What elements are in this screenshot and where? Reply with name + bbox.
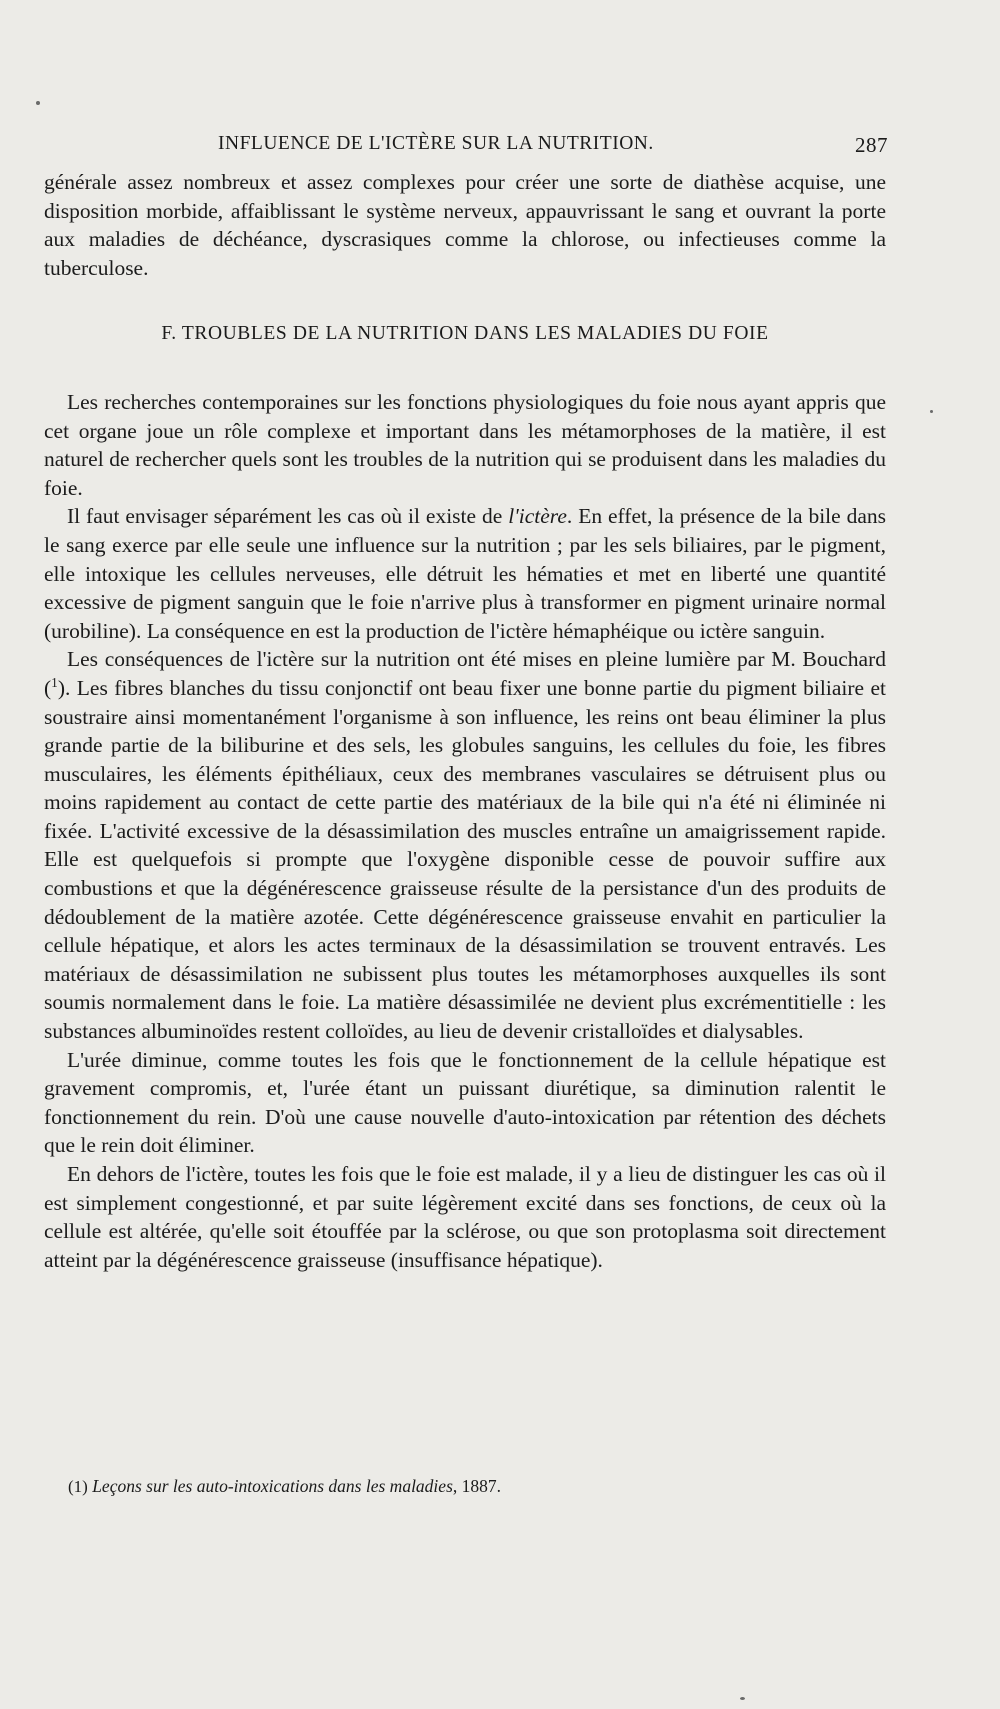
paragraph: L'urée diminue, comme toutes les fois que le fonctionnement de la cellule hépatique est gravement compromis, et, l'urée étant un puissant diurétique, sa diminution ralentit le fonctionnement du rein. D'où une cause nouvelle d'auto-intoxication par rétention des déchets que le rein doit éliminer. — [44, 1047, 886, 1158]
footnote-reference[interactable]: 1 — [51, 674, 58, 690]
running-head-title: INFLUENCE DE L'ICTÈRE SUR LA NUTRITION. — [218, 133, 654, 154]
paragraph — [44, 645, 886, 1045]
paper-speck — [930, 410, 933, 413]
paragraph-text: Les conséquences de l'ictère sur la nutrition ont été mises en pleine lumière par M. Bouchard ( — [44, 647, 886, 700]
running-head — [218, 133, 888, 161]
main-text — [44, 168, 886, 1274]
footnote-year: , 1887. — [452, 1476, 502, 1496]
paper-speck — [36, 101, 40, 105]
paragraph-text: ). Les fibres blanches du tissu conjonctif ont beau fixer une bonne partie du pigment biliaire et soustraire ainsi momentanément l'organisme à son influence, les reins ont beau éliminer la plus grande partie de la biliburine et des sels, les globules sanguins, les cellules du foie, les fibres musculaires, les éléments épithéliaux, ceux des membranes vasculaires se détruisent plus ou moins rapidement au contact de cette partie des matériaux de la bile qui n'a été ni éliminée ni fixée. L'activité excessive de la désassimilation des muscles entraîne un amaigrissement rapide. Elle est quelquefois si prompte que l'oxygène disponible cesse de pouvoir suffire aux combustions et que la dégénérescence graisseuse résulte de la persistance d'un des produits de dédoublement de la matière azotée. Cette dégénérescence graisseuse envahit en particulier la cellule hépatique, et alors les actes terminaux de la désassimilation se trouvent entravés. Les matériaux de désassimilation ne subissent plus toutes les métamorphoses auxquelles ils sont soumis normalement dans le foie. La matière désassimilée ne devient plus excrémentitielle : les substances albuminoïdes restent colloïdes, au lieu de devenir cristalloïdes et dialysables. — [44, 675, 886, 1044]
footnote — [68, 1474, 888, 1499]
footnote-title: Leçons sur les auto-intoxications dans les maladies — [92, 1476, 453, 1496]
paragraph-text: . En effet, la présence de la bile dans le sang exerce par elle seule une influence sur la nutrition ; par les sels biliaires, par le pigment, elle intoxique les cellules nerveuses, elle détruit les hématies et met en liberté une quantité excessive de pigment sanguin que le foie n'arrive plus à transformer en pigment urinaire normal (urobiline). La conséquence en est la production de l'ictère hémaphéique ou ictère sanguin. — [44, 504, 886, 643]
paragraph: En dehors de l'ictère, toutes les fois que le foie est malade, il y a lieu de distinguer les cas où il est simplement congestionné, et par suite légèrement excité dans ses fonctions, de ceux où la cellule est altérée, qu'elle soit étouffée par la sclérose, ou que son protoplasma soit directement atteint par la dégénérescence graisseuse (insuffisance hépatique). — [44, 1162, 886, 1272]
page-number: 287 — [855, 133, 888, 157]
emphasis-text: l'ictère — [508, 504, 567, 529]
paragraph-text: Il faut envisager séparément les cas où il existe de — [67, 504, 509, 529]
footnote-marker: (1) — [68, 1477, 88, 1496]
paragraph-continuation: générale assez nombreux et assez complexes pour créer une sorte de diathèse acquise, une disposition morbide, affaiblissant le système nerveux, appauvrissant le sang et ouvrant la porte aux maladies de déchéance, dyscrasiques comme la chlorose, ou infectieuses comme la tuberculose. — [44, 170, 886, 280]
paragraph: Les recherches contemporaines sur les fonctions physiologiques du foie nous ayant appris que cet organe joue un rôle complexe et important dans les métamorphoses de la matière, il est naturel de rechercher quels sont les troubles de la nutrition qui se produisent dans les maladies du foie. — [44, 389, 886, 500]
paper-speck — [740, 1697, 745, 1700]
paragraph — [44, 502, 886, 645]
section-heading-text: F. TROUBLES DE LA NUTRITION DANS LES MALADIES DU FOIE — [161, 323, 769, 345]
section-heading — [44, 320, 886, 349]
